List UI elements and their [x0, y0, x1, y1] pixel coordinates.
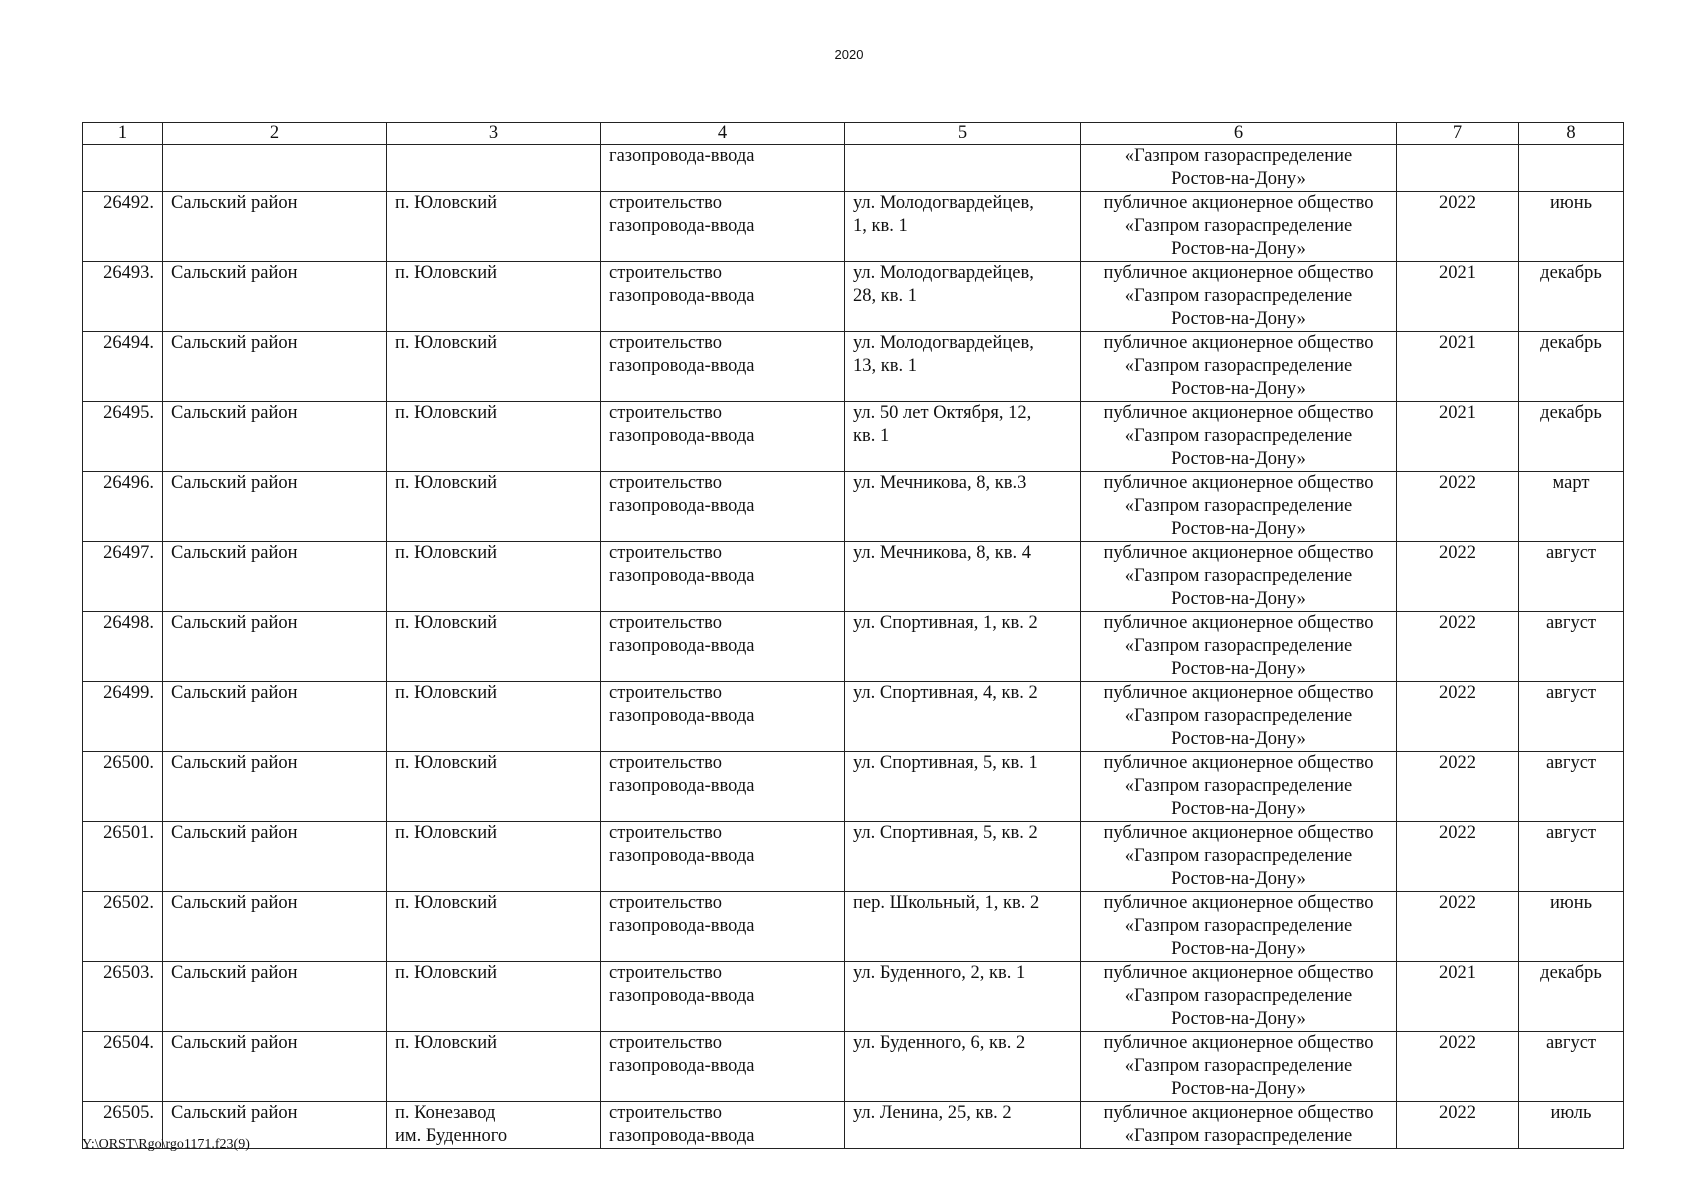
work-cell: строительство газопровода-ввода [601, 262, 845, 332]
column-header: 5 [845, 123, 1081, 145]
settlement-cell: п. Юловский [387, 1032, 601, 1102]
continued-row [83, 145, 1624, 192]
table-row [83, 332, 1624, 402]
column-header: 1 [83, 123, 163, 145]
year-cell: 2021 [1397, 962, 1519, 1032]
work-cell: строительство газопровода-ввода [601, 682, 845, 752]
settlement-cell: п. Юловский [387, 962, 601, 1032]
address-cell: ул. Спортивная, 1, кв. 2 [845, 612, 1081, 682]
row-number-cell: 26499. [83, 682, 163, 752]
year-cell: 2022 [1397, 1032, 1519, 1102]
settlement-cell: п. Юловский [387, 612, 601, 682]
month-cell: декабрь [1519, 332, 1624, 402]
work-cell: строительство газопровода-ввода [601, 472, 845, 542]
table-row [83, 822, 1624, 892]
year-cell: 2021 [1397, 262, 1519, 332]
year-cell: 2021 [1397, 402, 1519, 472]
month-cell: июнь [1519, 892, 1624, 962]
organization-cell: публичное акционерное общество «Газпром газораспределение Ростов-на-Дону» [1081, 192, 1397, 262]
organization-cell: публичное акционерное общество «Газпром газораспределение Ростов-на-Дону» [1081, 1032, 1397, 1102]
row-number-cell: 26500. [83, 752, 163, 822]
page-number: 2020 [834, 47, 864, 62]
address-cell: ул. Молодогвардейцев, 28, кв. 1 [845, 262, 1081, 332]
column-number-row [83, 123, 1624, 145]
month-cell: июнь [1519, 192, 1624, 262]
address-cell: пер. Школьный, 1, кв. 2 [845, 892, 1081, 962]
district-cell: Сальский район [163, 1102, 387, 1149]
settlement-cell: п. Юловский [387, 332, 601, 402]
address-cell: ул. Молодогвардейцев, 13, кв. 1 [845, 332, 1081, 402]
organization-cell: публичное акционерное общество «Газпром газораспределение Ростов-на-Дону» [1081, 612, 1397, 682]
organization-cell: публичное акционерное общество «Газпром газораспределение Ростов-на-Дону» [1081, 402, 1397, 472]
address-cell: ул. Буденного, 6, кв. 2 [845, 1032, 1081, 1102]
district-cell: Сальский район [163, 402, 387, 472]
table-row [83, 682, 1624, 752]
organization-cell: публичное акционерное общество «Газпром газораспределение Ростов-на-Дону» [1081, 962, 1397, 1032]
district-cell: Сальский район [163, 192, 387, 262]
column-header: 8 [1519, 123, 1624, 145]
table-row [83, 192, 1624, 262]
month-cell: август [1519, 542, 1624, 612]
organization-cell: «Газпром газораспределение Ростов-на-Дону» [1081, 145, 1397, 192]
month-cell: декабрь [1519, 402, 1624, 472]
address-cell: ул. Мечникова, 8, кв. 4 [845, 542, 1081, 612]
district-cell: Сальский район [163, 612, 387, 682]
district-cell: Сальский район [163, 472, 387, 542]
month-cell: август [1519, 752, 1624, 822]
address-cell: ул. Молодогвардейцев, 1, кв. 1 [845, 192, 1081, 262]
row-number-cell: 26498. [83, 612, 163, 682]
district-cell: Сальский район [163, 262, 387, 332]
column-header: 6 [1081, 123, 1397, 145]
district-cell: Сальский район [163, 332, 387, 402]
settlement-cell: п. Юловский [387, 192, 601, 262]
row-number-cell: 26497. [83, 542, 163, 612]
year-cell: 2022 [1397, 192, 1519, 262]
table-row [83, 612, 1624, 682]
row-number-cell: 26496. [83, 472, 163, 542]
year-cell: 2022 [1397, 892, 1519, 962]
address-cell: ул. 50 лет Октября, 12, кв. 1 [845, 402, 1081, 472]
settlement-cell: п. Юловский [387, 542, 601, 612]
district-cell: Сальский район [163, 682, 387, 752]
table-row [83, 892, 1624, 962]
row-number-cell: 26494. [83, 332, 163, 402]
work-cell: строительство газопровода-ввода [601, 892, 845, 962]
organization-cell: публичное акционерное общество «Газпром газораспределение Ростов-на-Дону» [1081, 332, 1397, 402]
organization-cell: публичное акционерное общество «Газпром газораспределение Ростов-на-Дону» [1081, 682, 1397, 752]
address-cell: ул. Спортивная, 5, кв. 1 [845, 752, 1081, 822]
work-cell: строительство газопровода-ввода [601, 402, 845, 472]
settlement-cell: п. Юловский [387, 752, 601, 822]
work-cell: строительство газопровода-ввода [601, 192, 845, 262]
organization-cell: публичное акционерное общество «Газпром газораспределение Ростов-на-Дону» [1081, 892, 1397, 962]
register-table [82, 122, 1624, 1149]
table-row [83, 402, 1624, 472]
organization-cell: публичное акционерное общество «Газпром газораспределение Ростов-на-Дону» [1081, 822, 1397, 892]
column-header: 4 [601, 123, 845, 145]
table-row [83, 542, 1624, 612]
organization-cell: публичное акционерное общество «Газпром газораспределение Ростов-на-Дону» [1081, 262, 1397, 332]
year-cell: 2021 [1397, 332, 1519, 402]
table-row [83, 1032, 1624, 1102]
district-cell: Сальский район [163, 962, 387, 1032]
address-cell: ул. Спортивная, 4, кв. 2 [845, 682, 1081, 752]
year-cell: 2022 [1397, 472, 1519, 542]
table-row [83, 262, 1624, 332]
row-number-cell: 26501. [83, 822, 163, 892]
table-row [83, 472, 1624, 542]
work-cell: строительство газопровода-ввода [601, 612, 845, 682]
work-cell: строительство газопровода-ввода [601, 752, 845, 822]
year-cell: 2022 [1397, 682, 1519, 752]
work-cell: газопровода-ввода [601, 145, 845, 192]
organization-cell: публичное акционерное общество «Газпром газораспределение Ростов-на-Дону» [1081, 542, 1397, 612]
month-cell: август [1519, 612, 1624, 682]
district-cell: Сальский район [163, 892, 387, 962]
address-cell: ул. Буденного, 2, кв. 1 [845, 962, 1081, 1032]
address-cell: ул. Ленина, 25, кв. 2 [845, 1102, 1081, 1149]
column-header: 3 [387, 123, 601, 145]
settlement-cell: п. Юловский [387, 682, 601, 752]
address-cell: ул. Спортивная, 5, кв. 2 [845, 822, 1081, 892]
month-cell: июль [1519, 1102, 1624, 1149]
table-row [83, 1102, 1624, 1149]
work-cell: строительство газопровода-ввода [601, 1102, 845, 1149]
month-cell: август [1519, 1032, 1624, 1102]
row-number-cell: 26502. [83, 892, 163, 962]
month-cell: декабрь [1519, 962, 1624, 1032]
column-header: 7 [1397, 123, 1519, 145]
settlement-cell: п. Юловский [387, 402, 601, 472]
file-path-footer: Y:\ORST\Rgo\rgo1171.f23(9) [82, 1137, 250, 1152]
district-cell: Сальский район [163, 542, 387, 612]
work-cell: строительство газопровода-ввода [601, 822, 845, 892]
year-cell: 2022 [1397, 822, 1519, 892]
district-cell: Сальский район [163, 1032, 387, 1102]
row-number-cell: 26495. [83, 402, 163, 472]
year-cell: 2022 [1397, 1102, 1519, 1149]
table-row [83, 752, 1624, 822]
organization-cell: публичное акционерное общество «Газпром газораспределение [1081, 1102, 1397, 1149]
year-cell: 2022 [1397, 542, 1519, 612]
month-cell: декабрь [1519, 262, 1624, 332]
settlement-cell: п. Юловский [387, 822, 601, 892]
district-cell: Сальский район [163, 752, 387, 822]
month-cell: март [1519, 472, 1624, 542]
row-number-cell: 26493. [83, 262, 163, 332]
row-number-cell: 26492. [83, 192, 163, 262]
settlement-cell: п. Юловский [387, 892, 601, 962]
organization-cell: публичное акционерное общество «Газпром газораспределение Ростов-на-Дону» [1081, 472, 1397, 542]
row-number-cell: 26503. [83, 962, 163, 1032]
year-cell: 2022 [1397, 612, 1519, 682]
settlement-cell: п. Юловский [387, 262, 601, 332]
settlement-cell: п. Юловский [387, 472, 601, 542]
organization-cell: публичное акционерное общество «Газпром газораспределение Ростов-на-Дону» [1081, 752, 1397, 822]
work-cell: строительство газопровода-ввода [601, 542, 845, 612]
settlement-cell: п. Конезавод им. Буденного [387, 1102, 601, 1149]
row-number-cell: 26504. [83, 1032, 163, 1102]
address-cell: ул. Мечникова, 8, кв.3 [845, 472, 1081, 542]
month-cell: август [1519, 822, 1624, 892]
year-cell: 2022 [1397, 752, 1519, 822]
work-cell: строительство газопровода-ввода [601, 962, 845, 1032]
table-row [83, 962, 1624, 1032]
month-cell: август [1519, 682, 1624, 752]
column-header: 2 [163, 123, 387, 145]
work-cell: строительство газопровода-ввода [601, 332, 845, 402]
row-number-cell: 26505. [83, 1102, 163, 1149]
district-cell: Сальский район [163, 822, 387, 892]
work-cell: строительство газопровода-ввода [601, 1032, 845, 1102]
